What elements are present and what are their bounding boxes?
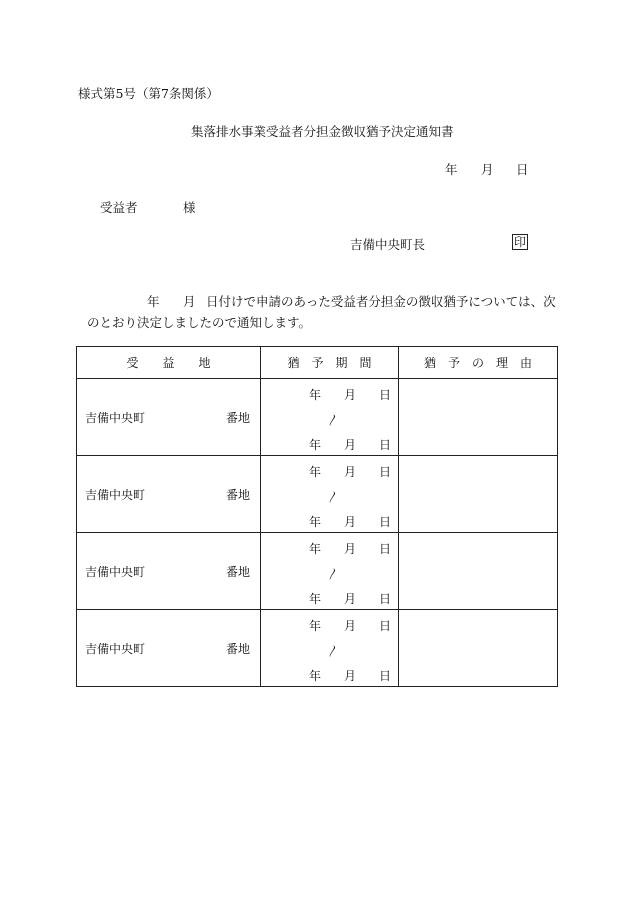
town-name: 吉備中央町 bbox=[85, 487, 146, 502]
town-name: 吉備中央町 bbox=[85, 410, 146, 425]
from-day: 日 bbox=[378, 388, 391, 402]
period-separator: 〳 bbox=[327, 490, 340, 504]
period-from bbox=[309, 386, 391, 403]
period-cell bbox=[261, 456, 399, 533]
to-year: 年 bbox=[309, 438, 322, 452]
header-land: 受 益 地 bbox=[77, 347, 261, 379]
body-month: 月 bbox=[183, 294, 196, 309]
from-day: 日 bbox=[378, 619, 391, 633]
land-cell bbox=[77, 456, 261, 533]
to-year: 年 bbox=[309, 592, 322, 606]
to-day: 日 bbox=[378, 669, 391, 683]
date-month: 月 bbox=[481, 162, 494, 177]
body-line2: のとおり決定しましたので通知します。 bbox=[87, 315, 312, 330]
period-separator: 〳 bbox=[327, 413, 340, 427]
land-cell bbox=[77, 610, 261, 687]
period-from bbox=[309, 463, 391, 480]
period-to bbox=[309, 436, 391, 453]
period-to bbox=[309, 667, 391, 684]
recipient-label: 受益者 bbox=[100, 200, 138, 215]
seal-mark: 印 bbox=[514, 235, 527, 249]
reason-cell[interactable] bbox=[399, 533, 558, 610]
table-header-row bbox=[77, 347, 558, 379]
document-title: 集落排水事業受益者分担金徴収猶予決定通知書 bbox=[191, 124, 454, 139]
reason-cell[interactable] bbox=[399, 456, 558, 533]
date-year: 年 bbox=[445, 162, 458, 177]
period-cell bbox=[261, 610, 399, 687]
date-day: 日 bbox=[516, 162, 529, 177]
body-year: 年 bbox=[147, 294, 160, 309]
period-to bbox=[309, 590, 391, 607]
header-reason: 猶 予 の 理 由 bbox=[399, 347, 558, 379]
banchi-label: 番地 bbox=[225, 487, 250, 502]
table-row bbox=[77, 379, 558, 456]
banchi-label: 番地 bbox=[225, 641, 250, 656]
issuer-name: 吉備中央町長 bbox=[350, 237, 426, 252]
body-line1: 日付けで申請のあった受益者分担金の徴収猶予については、次 bbox=[206, 294, 556, 309]
from-year: 年 bbox=[309, 465, 322, 479]
period-cell bbox=[261, 379, 399, 456]
table-row bbox=[77, 533, 558, 610]
land-cell bbox=[77, 533, 261, 610]
header-period: 猶 予 期 間 bbox=[261, 347, 399, 379]
period-from bbox=[309, 617, 391, 634]
form-number: 様式第5号（第7条関係） bbox=[78, 86, 219, 101]
to-day: 日 bbox=[378, 515, 391, 529]
recipient-suffix: 様 bbox=[183, 200, 196, 215]
period-from bbox=[309, 540, 391, 557]
table-row bbox=[77, 456, 558, 533]
from-month: 月 bbox=[343, 619, 356, 633]
banchi-label: 番地 bbox=[225, 410, 250, 425]
town-name: 吉備中央町 bbox=[85, 641, 146, 656]
period-cell bbox=[261, 533, 399, 610]
reason-cell[interactable] bbox=[399, 610, 558, 687]
to-day: 日 bbox=[378, 438, 391, 452]
banchi-label: 番地 bbox=[225, 564, 250, 579]
from-year: 年 bbox=[309, 388, 322, 402]
from-month: 月 bbox=[343, 388, 356, 402]
from-day: 日 bbox=[378, 465, 391, 479]
from-year: 年 bbox=[309, 542, 322, 556]
to-year: 年 bbox=[309, 669, 322, 683]
to-month: 月 bbox=[343, 592, 356, 606]
to-year: 年 bbox=[309, 515, 322, 529]
from-day: 日 bbox=[378, 542, 391, 556]
town-name: 吉備中央町 bbox=[85, 564, 146, 579]
to-month: 月 bbox=[343, 438, 356, 452]
reason-cell[interactable] bbox=[399, 379, 558, 456]
deferment-table bbox=[76, 346, 558, 687]
table-row bbox=[77, 610, 558, 687]
period-separator: 〳 bbox=[327, 567, 340, 581]
from-month: 月 bbox=[343, 542, 356, 556]
to-day: 日 bbox=[378, 592, 391, 606]
period-separator: 〳 bbox=[327, 644, 340, 658]
to-month: 月 bbox=[343, 669, 356, 683]
from-year: 年 bbox=[309, 619, 322, 633]
period-to bbox=[309, 513, 391, 530]
to-month: 月 bbox=[343, 515, 356, 529]
from-month: 月 bbox=[343, 465, 356, 479]
land-cell bbox=[77, 379, 261, 456]
